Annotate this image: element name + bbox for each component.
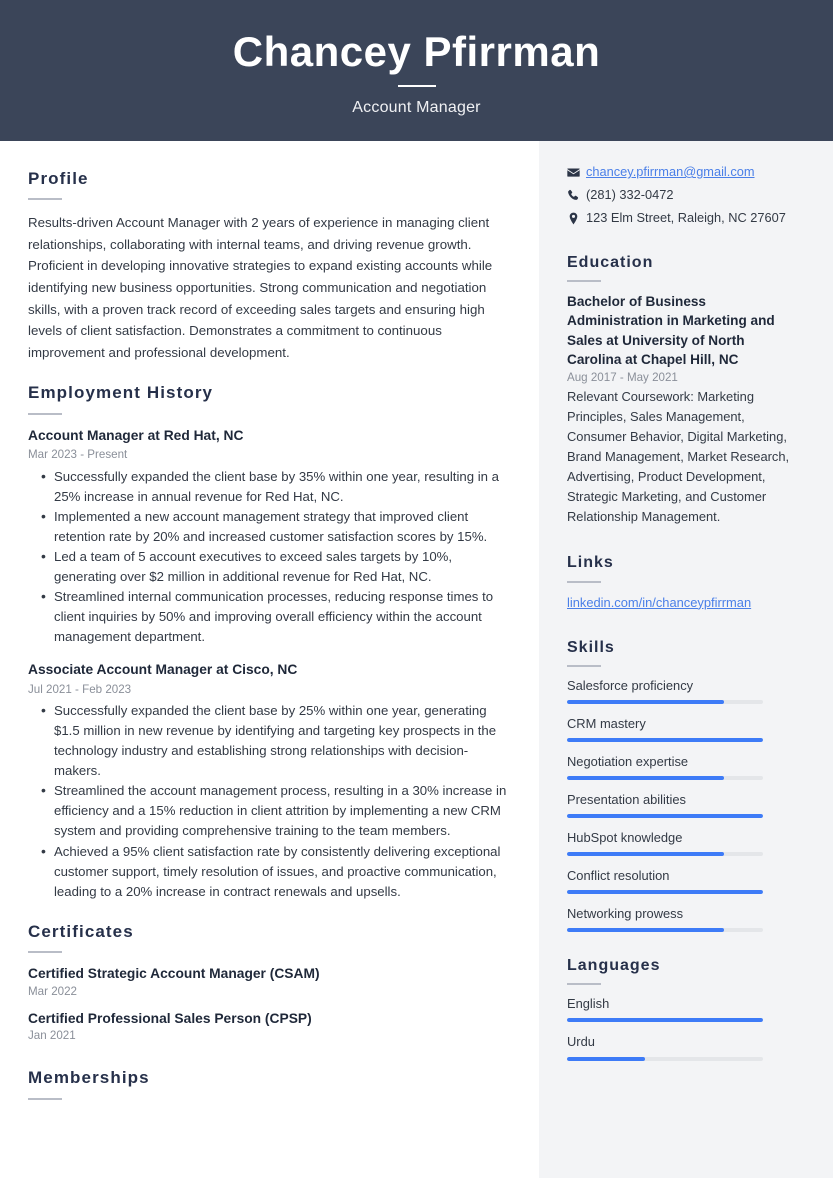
skill-item-level-fill xyxy=(567,852,724,856)
skill-item-label: Presentation abilities xyxy=(567,791,686,807)
skill-item xyxy=(567,791,797,818)
section-links xyxy=(567,553,797,611)
employment-bullet: • Led a team of 5 account executives to exceed sales targets by 10%, generating over $2 million in additional revenue for Red Hat, NC. xyxy=(28,547,509,587)
employment-entry-title: Associate Account Manager at Cisco, NC xyxy=(28,662,298,678)
skill-item xyxy=(567,905,797,932)
resume-header xyxy=(0,0,833,141)
certificates-heading: Certificates xyxy=(28,921,134,941)
skill-item-label: HubSpot knowledge xyxy=(567,830,683,845)
sidebar-column xyxy=(539,141,833,1178)
employment-entry-title: Account Manager at Red Hat, NC xyxy=(28,427,244,443)
contact-row xyxy=(567,186,797,204)
certificate-name: Certified Strategic Account Manager (CSAM) xyxy=(28,966,320,982)
skill-item xyxy=(567,677,797,704)
language-item xyxy=(567,995,797,1022)
section-employment-history xyxy=(28,383,509,902)
links-heading-divider xyxy=(567,581,601,583)
contact-email-link[interactable]: chancey.pfirrman@gmail.com xyxy=(586,164,755,180)
skill-item-level-track xyxy=(567,814,763,818)
education-degree: Bachelor of Business Administration in Marketing and Sales at University of North Carolina at Chapel Hill, NC xyxy=(567,294,775,368)
employment-bullet: • Streamlined internal communication processes, reducing response times to client inquiries by 50% and improving overall efficiency within the account management department. xyxy=(28,587,509,647)
candidate-name: Chancey Pfirrman xyxy=(232,28,601,76)
section-skills xyxy=(567,638,797,933)
resume-body xyxy=(0,141,833,1178)
section-profile xyxy=(28,169,509,363)
section-certificates xyxy=(28,922,509,1043)
skill-item-level-track xyxy=(567,852,763,856)
employment-bullet: • Successfully expanded the client base by 35% within one year, resulting in a 25% increase in annual revenue for Red Hat, NC. xyxy=(28,467,509,507)
languages-heading-divider xyxy=(567,983,601,985)
skill-item xyxy=(567,829,797,856)
skill-item-level-fill xyxy=(567,928,724,932)
contact-row xyxy=(567,163,797,181)
language-item-label: English xyxy=(567,996,610,1012)
employment-bullet-list xyxy=(28,701,509,902)
language-item-label: Urdu xyxy=(567,1034,595,1050)
candidate-job-title: Account Manager xyxy=(352,98,481,116)
employment-entry-date: Jul 2021 - Feb 2023 xyxy=(28,682,132,696)
certificate-date: Jan 2021 xyxy=(28,1029,76,1043)
skill-item xyxy=(567,867,797,894)
employment-entry-list xyxy=(28,427,509,902)
language-item-level-fill xyxy=(567,1057,645,1061)
employment-bullet: • Successfully expanded the client base by 25% within one year, generating $1.5 million in new revenue by identifying and targeting key prospects in the technology industry and establishing strong relationships with decision-makers. xyxy=(28,701,509,781)
memberships-heading-divider xyxy=(28,1098,62,1100)
skill-item-level-fill xyxy=(567,738,763,742)
profile-heading: Profile xyxy=(28,169,89,188)
skill-item-level-fill xyxy=(567,700,724,704)
skill-item-level-track xyxy=(567,776,763,780)
skill-item xyxy=(567,753,797,780)
employment-heading: Employment History xyxy=(28,383,214,403)
main-column xyxy=(0,141,539,1178)
education-description: Relevant Coursework: Marketing Principles, Sales Management, Consumer Behavior, Digital Marketing, Brand Management, Market Research, Advertising, Product Development, Strategic Marketing, and Customer Relationship Management. xyxy=(567,389,790,525)
contact-row xyxy=(567,209,797,227)
contact-value: (281) 332-0472 xyxy=(586,187,674,203)
section-languages xyxy=(567,956,797,1060)
education-heading: Education xyxy=(567,254,654,271)
profile-heading-divider xyxy=(28,198,62,200)
links-list xyxy=(567,593,797,612)
employment-entry xyxy=(28,661,509,902)
language-item xyxy=(567,1033,797,1060)
certificate-name: Certified Professional Sales Person (CPSP) xyxy=(28,1010,312,1026)
certificate-date: Mar 2022 xyxy=(28,984,77,998)
languages-list xyxy=(567,995,797,1060)
contact-value: 123 Elm Street, Raleigh, NC 27607 xyxy=(586,210,786,226)
location-pin-icon xyxy=(567,212,586,225)
language-item-level-track xyxy=(567,1057,763,1061)
education-heading-divider xyxy=(567,280,601,282)
employment-bullet: • Streamlined the account management process, resulting in a 30% increase in efficiency and a 15% reduction in client attrition by implementing a new CRM system and providing comprehensive training to the team members. xyxy=(28,781,509,841)
certificate-entry xyxy=(28,1010,509,1043)
skill-item-level-fill xyxy=(567,890,763,894)
skill-item-label: Networking prowess xyxy=(567,906,684,922)
header-divider xyxy=(398,85,436,87)
envelope-icon xyxy=(567,166,586,179)
skill-item-level-fill xyxy=(567,776,724,780)
phone-icon xyxy=(567,189,586,202)
employment-bullet: • Achieved a 95% client satisfaction rate by consistently delivering exceptional customer support, timely resolution of issues, and proactive communication, leading to a 20% increase in contract renewals and upsells. xyxy=(28,842,509,902)
links-heading: Links xyxy=(567,554,614,572)
certificate-entry-list xyxy=(28,965,509,1042)
employment-entry xyxy=(28,427,509,648)
skill-item xyxy=(567,715,797,742)
skill-item-label: CRM mastery xyxy=(567,715,646,731)
memberships-heading: Memberships xyxy=(28,1068,150,1088)
skill-item-label: Conflict resolution xyxy=(567,868,670,884)
languages-heading: Languages xyxy=(567,957,661,975)
skills-heading: Skills xyxy=(567,638,615,656)
employment-entry-date: Mar 2023 - Present xyxy=(28,448,128,462)
skill-item-level-track xyxy=(567,928,763,932)
skill-item-label: Salesforce proficiency xyxy=(567,677,694,693)
certificate-entry xyxy=(28,965,509,998)
section-memberships xyxy=(28,1068,509,1099)
employment-bullet: • Implemented a new account management strategy that improved client retention rate by 20% and increased customer satisfaction scores by 15%. xyxy=(28,507,509,547)
education-date: Aug 2017 - May 2021 xyxy=(567,371,678,385)
skill-item-level-track xyxy=(567,890,763,894)
certificates-heading-divider xyxy=(28,951,62,953)
profile-text: Results-driven Account Manager with 2 years of experience in managing client relationships, collaborating with internal teams, and driving revenue growth. Proficient in developing innovative strategies to expand existing accounts while identifying new business opportunities. Strong communication and negotiation skills, with a proven track record of exceeding sales targets and ensuring high levels of client satisfaction. Demonstrates a commitment to continuous improvement and professional development. xyxy=(28,215,493,360)
language-item-level-track xyxy=(567,1018,763,1022)
skill-item-level-track xyxy=(567,738,763,742)
employment-bullet-list xyxy=(28,467,509,648)
contact-list xyxy=(567,163,797,227)
employment-heading-divider xyxy=(28,413,62,415)
skill-item-level-track xyxy=(567,700,763,704)
language-item-level-fill xyxy=(567,1018,763,1022)
skills-list xyxy=(567,677,797,932)
profile-link[interactable]: linkedin.com/in/chanceypfirrman xyxy=(567,594,752,610)
skill-item-level-fill xyxy=(567,814,763,818)
section-education xyxy=(567,253,797,527)
skill-item-label: Negotiation expertise xyxy=(567,753,689,769)
skills-heading-divider xyxy=(567,665,601,667)
